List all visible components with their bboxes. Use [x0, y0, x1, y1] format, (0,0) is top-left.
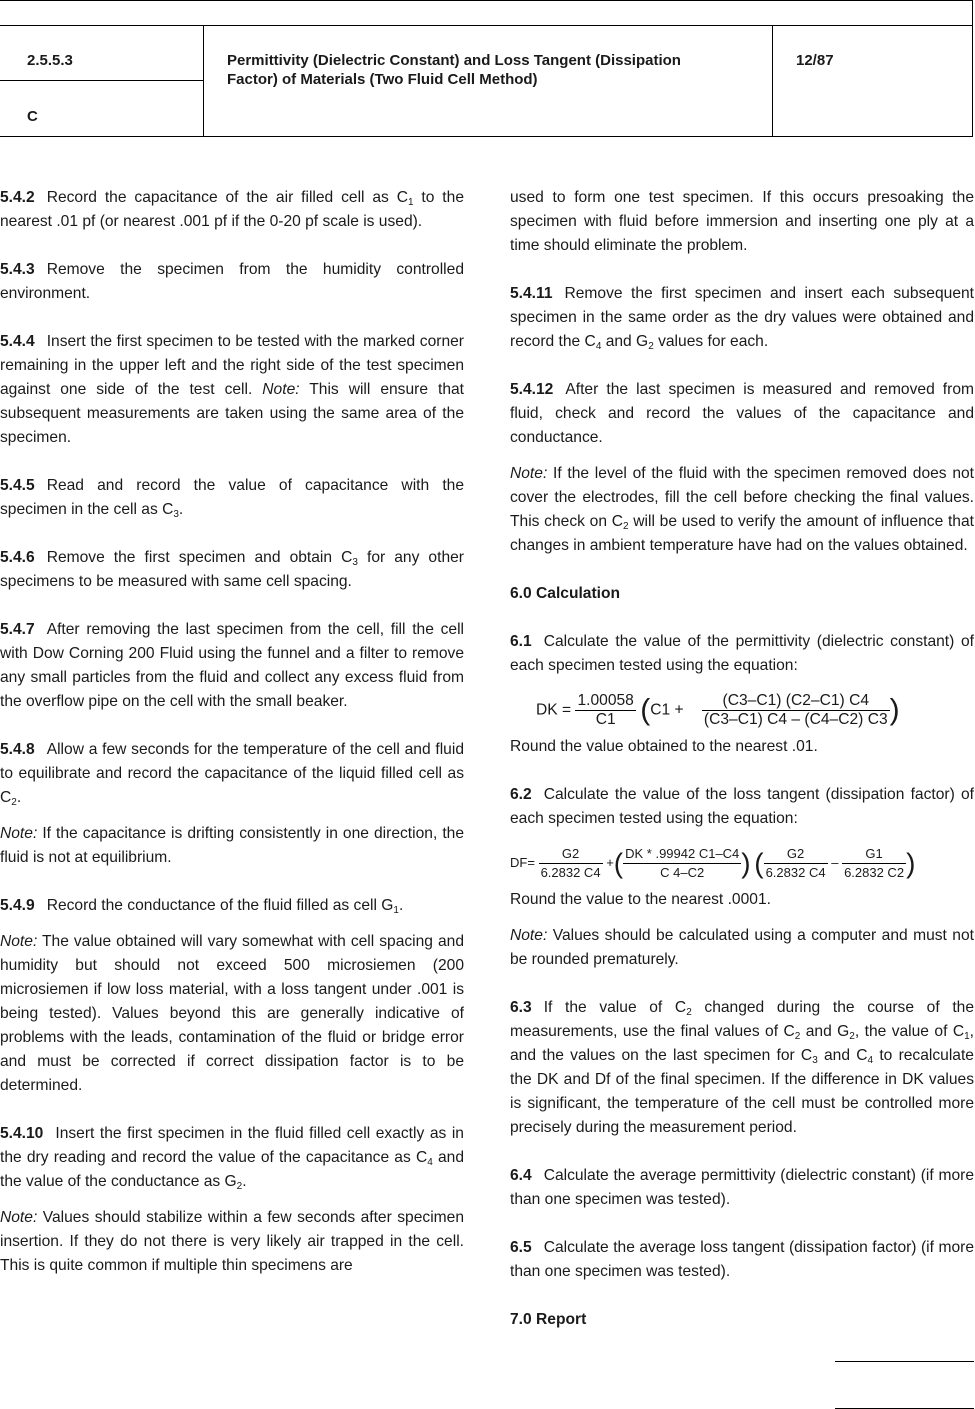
subscript: 4: [867, 1055, 874, 1066]
subscript: 3: [173, 509, 179, 520]
text: used to form one test specimen. If this occurs presoaking the specimen with fluid before immersion and inserting one ply at a time should eliminate the problem.: [510, 189, 974, 254]
paren-close: ): [889, 693, 900, 727]
note-paragraph: [510, 462, 974, 558]
eq-fraction: [623, 845, 741, 882]
note-label: Note:: [0, 933, 38, 950]
section-number: 6.1: [510, 633, 532, 650]
rounding-note: [510, 735, 974, 759]
eq-fraction: [764, 845, 828, 882]
text: If the level of the fluid with the specimen removed does not cover the electrodes, fill the cell before checking the final values. This check on C: [510, 465, 974, 530]
section-number: 6.2: [510, 786, 532, 803]
text: Insert the first specimen in the fluid filled cell exactly as in the dry reading and record the value of the capacitance as C: [0, 1125, 464, 1166]
section-5-4-10: [0, 1122, 464, 1194]
section-number: 5.4.3: [0, 261, 35, 278]
section-5-4-4: [0, 330, 464, 450]
eq-sign: =: [527, 854, 535, 870]
section-5-4-11: [510, 282, 974, 354]
note-label: Note:: [0, 825, 38, 842]
text: changed during the course of the measurements, use the final values of C: [510, 999, 975, 1040]
section-heading-report: 7.0 Report: [510, 1311, 587, 1328]
section-number: 6.3: [510, 999, 532, 1016]
right-column: [510, 186, 974, 1356]
section-5-4-5: [0, 474, 464, 522]
text: .: [16, 789, 22, 806]
subscript: 3: [812, 1055, 818, 1066]
eq-sign: +: [606, 854, 614, 870]
eq-sign: –: [831, 854, 839, 870]
text: Record the conductance of the fluid filled as cell G: [46, 897, 394, 914]
note-label: Note:: [0, 1209, 38, 1226]
eq-term: C1 +: [650, 701, 684, 719]
text: Calculate the value of the permittivity (dielectric constant) of each specimen tested using the equation:: [510, 633, 974, 674]
footer-rule: [835, 1361, 974, 1362]
numerator: G2: [539, 845, 603, 864]
text: After removing the last specimen from the cell, fill the cell with Dow Corning 200 Fluid using the funnel and a filter to remove any small particles from the fluid and collect any excess fluid from the overflow pipe on the cell with the small beaker.: [0, 621, 464, 710]
note-label: Note:: [510, 465, 548, 482]
section-6-5: [510, 1236, 974, 1284]
paren-open: (: [613, 847, 624, 879]
section-number: 2.5.5.3: [27, 52, 73, 69]
text: If the capacitance is drifting consistently in one direction, the fluid is not at equilibrium.: [0, 825, 464, 866]
text: Calculate the value of the loss tangent (dissipation factor) of each specimen tested using the equation:: [510, 786, 974, 827]
text: and the value of the conductance as G: [0, 1149, 465, 1190]
section-number: 6.5: [510, 1239, 532, 1256]
text: for any other specimens to be measured with same cell spacing.: [0, 549, 464, 590]
text: Round the value obtained to the nearest .01.: [510, 738, 818, 755]
text: After the last specimen is measured and removed from fluid, check and record the values of the capacitance and conductance.: [510, 381, 974, 446]
section-number: 5.4.7: [0, 621, 35, 638]
header-divider: [0, 80, 203, 81]
paren-close: ): [906, 847, 916, 879]
text: Values should be calculated using a computer and must not be rounded prematurely.: [510, 927, 974, 968]
header-top-row: [0, 0, 973, 25]
text: If the value of C: [543, 999, 687, 1016]
text: and C: [817, 1047, 868, 1064]
text: .: [178, 501, 184, 518]
continued-text: [510, 186, 974, 258]
text: , and the values on the last specimen for C: [510, 1023, 974, 1064]
section-5-4-3: [0, 258, 464, 306]
subscript: 4: [427, 1157, 433, 1168]
text: This will ensure that subsequent measurements are taken using the same area of the specimen.: [0, 381, 464, 446]
revision-letter: C: [27, 108, 38, 125]
section-6-1: [510, 630, 974, 678]
text: Allow a few seconds for the temperature of the cell and fluid to equilibrate and record the capacitance of the liquid filled cell as C: [0, 741, 464, 806]
numerator: G1: [842, 845, 906, 864]
denominator: C 4–C2: [660, 865, 705, 880]
text: Remove the first specimen and obtain C: [46, 549, 353, 566]
eq-fraction: [539, 845, 603, 882]
section-5-4-9: [0, 894, 464, 918]
title-line: Permittivity (Dielectric Constant) and Loss Tangent (Dissipation: [227, 52, 681, 69]
text: Remove the first specimen and insert each subsequent specimen in the same order as the dry values were obtained and record the C: [510, 285, 974, 350]
section-5-4-8: [0, 738, 464, 810]
text: Record the capacitance of the air filled cell as C: [46, 189, 408, 206]
eq-fraction: [842, 845, 906, 882]
section-6-3: [510, 996, 974, 1140]
eq-lhs: DK: [536, 701, 558, 719]
text: to recalculate the DK and Df of the final specimen. If the difference in DK values is significant, the temperature of the cell must be controlled more precisely during the measurement period.: [510, 1047, 974, 1136]
section-5-4-7: [0, 618, 464, 714]
section-number: 5.4.10: [0, 1125, 44, 1142]
text: .: [242, 1173, 247, 1190]
subscript: 2: [236, 1181, 243, 1192]
title-line: Factor) of Materials (Two Fluid Cell Method): [227, 71, 538, 88]
text: Calculate the average permittivity (dielectric constant) (if more than one specimen was tested).: [510, 1167, 974, 1208]
header-divider: [772, 25, 773, 137]
subscript: 3: [352, 557, 358, 568]
numerator: G2: [764, 845, 828, 864]
text: The value obtained will vary somewhat with cell spacing and humidity but should not exceed 500 microsiemen (200 microsiemen if low loss material, with a loss tangent under .001 is being tested). Values beyond this are generally indicative of problems with the leads, contamination of the fluid or bridge error and must be corrected if correct dissipation factor is to be determined.: [0, 933, 464, 1094]
text: Calculate the average loss tangent (dissipation factor) (if more than one specimen was tested).: [510, 1239, 974, 1280]
paren-open: (: [754, 847, 764, 879]
note-paragraph: [0, 822, 464, 870]
note-label: Note:: [262, 381, 300, 398]
denominator: 6.2832 C4: [765, 865, 826, 880]
subscript: 2: [686, 1007, 692, 1018]
section-number: 5.4.12: [510, 381, 554, 398]
dissipation-equation: [510, 845, 974, 882]
section-number: 5.4.11: [510, 285, 553, 302]
section-number: 5.4.9: [0, 897, 35, 914]
eq-sign: =: [562, 701, 572, 719]
eq-fraction: [702, 692, 890, 729]
page-number: 12/87: [796, 52, 834, 69]
rounding-note: [510, 888, 974, 912]
section-number: 5.4.6: [0, 549, 35, 566]
section-heading-calculation: 6.0 Calculation: [510, 585, 621, 602]
section-number: 6.4: [510, 1167, 532, 1184]
subscript: 2: [794, 1031, 801, 1042]
text: to the nearest .01 pf (or nearest .001 pf if the 0-20 pf scale is used).: [0, 189, 464, 230]
denominator: 6.2832 C4: [540, 865, 601, 880]
subscript: 2: [622, 521, 629, 532]
text: Remove the specimen from the humidity controlled environment.: [0, 261, 464, 302]
section-5-4-12: [510, 378, 974, 450]
numerator: (C3–C1) (C2–C1) C4: [702, 692, 890, 711]
numerator: 1.00058: [577, 692, 634, 709]
section-number: 5.4.4: [0, 333, 35, 350]
section-6-2: [510, 783, 974, 831]
denominator: 6.2832 C2: [844, 865, 905, 880]
text: will be used to verify the amount of influence that changes in ambient temperature have had on the values obtained.: [510, 513, 974, 554]
subscript: 1: [407, 197, 414, 208]
text: Round the value to the nearest .0001.: [510, 891, 771, 908]
section-5-4-6: [0, 546, 464, 594]
paren-close: ): [741, 847, 751, 879]
paren-open: (: [640, 693, 651, 727]
section-5-4-2: [0, 186, 464, 234]
eq-fraction: [575, 692, 635, 729]
subscript: 2: [648, 341, 654, 352]
text: and G: [800, 1023, 850, 1040]
permittivity-equation: [536, 692, 974, 729]
subscript: 4: [595, 341, 602, 352]
note-paragraph: [0, 930, 464, 1098]
note-paragraph: [510, 924, 974, 972]
text: values for each.: [653, 333, 769, 350]
section-number: 5.4.5: [0, 477, 35, 494]
section-number: 5.4.8: [0, 741, 35, 758]
subscript: 1: [964, 1031, 970, 1042]
left-column: [0, 186, 464, 1302]
text: Values should stabilize within a few seconds after specimen insertion. If they do not there is very likely air trapped in the cell. This is quite common if multiple thin specimens are: [0, 1209, 464, 1274]
numerator: DK * .99942 C1–C4: [623, 845, 741, 864]
section-6-4: [510, 1164, 974, 1212]
note-paragraph: [0, 1206, 464, 1278]
text: , the value of C: [854, 1023, 965, 1040]
subscript: 1: [393, 905, 399, 916]
note-label: Note:: [510, 927, 548, 944]
denominator: (C3–C1) C4 – (C4–C2) C3: [703, 711, 888, 728]
text: and G: [601, 333, 649, 350]
header-divider: [203, 25, 204, 137]
subscript: 2: [11, 797, 17, 808]
document-title: [227, 51, 767, 89]
subscript: 2: [849, 1031, 855, 1042]
denominator: C1: [595, 711, 616, 728]
section-number: 5.4.2: [0, 189, 35, 206]
eq-lhs: DF: [510, 854, 528, 870]
text: Read and record the value of capacitance with the specimen in the cell as C: [0, 477, 464, 518]
text: Insert the first specimen to be tested with the marked corner remaining in the upper left and the right side of the test specimen against one side of the test cell.: [0, 333, 464, 398]
text: .: [398, 897, 404, 914]
